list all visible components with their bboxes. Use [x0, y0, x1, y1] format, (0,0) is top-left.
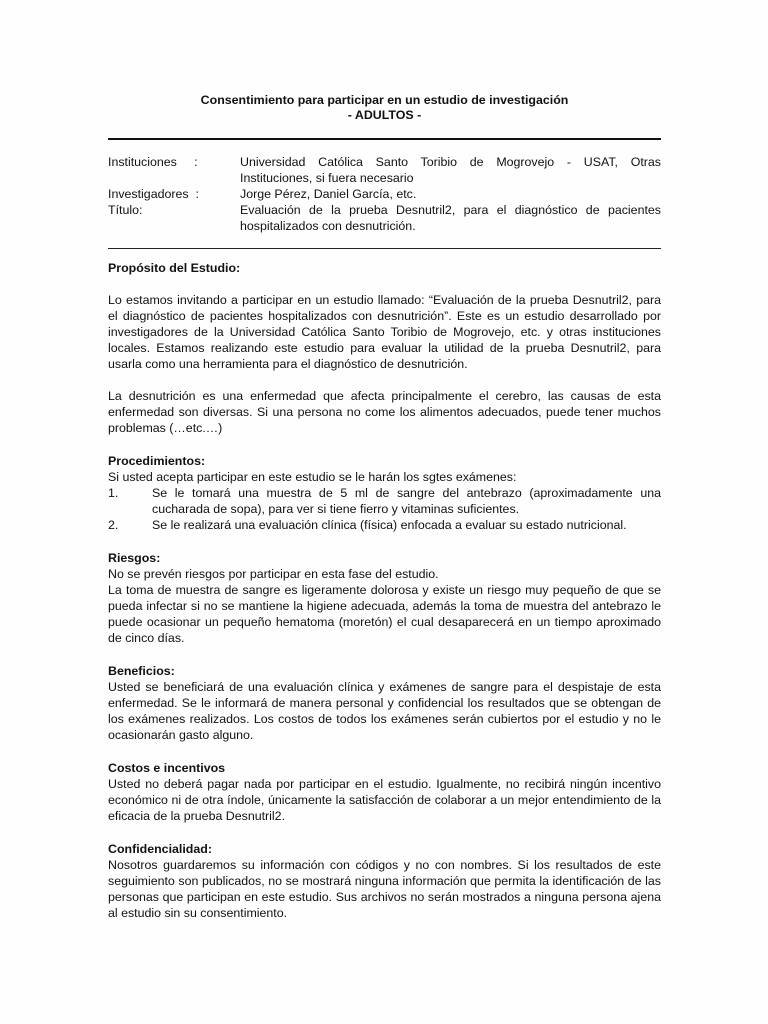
procedures-list — [108, 485, 661, 533]
document-title: Consentimiento para participar en un estudio de investigación — [200, 93, 569, 107]
meta-value: Jorge Pérez, Daniel García, etc. — [240, 187, 417, 201]
section-heading: Propósito del Estudio: — [108, 261, 241, 275]
list-text: Se le tomará una muestra de 5 ml de sangre del antebrazo (aproximadamente una cucharada de sopa), para ver si tiene fierro y vitaminas suficientes. — [152, 486, 661, 516]
paragraph: Usted se beneficiará de una evaluación clínica y exámenes de sangre para el despistaje de esta enfermedad. Se le informará de manera personal y confidencial los resultados que se obtengan de los exámenes realizados. Los costos de todos los exámenes serán cubiertos por el estudio y no le ocasionarán gasto alguno. — [108, 680, 661, 742]
meta-row-investigators — [108, 186, 661, 202]
section-heading: Costos e incentivos — [108, 761, 226, 775]
paragraph: Lo estamos invitando a participar en un estudio llamado: “Evaluación de la prueba Desnutril2, para el diagnóstico de pacientes hospitalizados con desnutrición”. Este es un estudio desarrollado por investigadores de la Universidad Católica Santo Toribio de Mogrovejo, etc. y otras instituciones locales. Estamos realizando este estudio para evaluar la utilidad de la prueba Desnutril2, para usarla como una herramienta para el diagnóstico de desnutrición. — [108, 293, 661, 371]
section-heading: Riesgos: — [108, 551, 161, 565]
paragraph: No se prevén riesgos por participar en esta fase del estudio. — [108, 567, 439, 581]
section-heading: Procedimientos: — [108, 454, 206, 468]
meta-row-institutions — [108, 154, 661, 186]
list-number: 2. — [108, 518, 119, 532]
meta-label: Investigadores : — [108, 187, 199, 201]
meta-value: Universidad Católica Santo Toribio de Mogrovejo - USAT, Otras Instituciones, si fuera necesario — [240, 155, 661, 185]
paragraph: Usted no deberá pagar nada por participar en el estudio. Igualmente, no recibirá ningún incentivo económico ni de otra índole, únicamente la satisfacción de colaborar a un mejor entendimiento de la eficacia de la prueba Desnutril2. — [108, 777, 661, 823]
list-item — [108, 485, 661, 517]
section-confidentiality — [108, 841, 661, 921]
section-heading: Confidencialidad: — [108, 842, 212, 856]
section-costs — [108, 760, 661, 824]
section-purpose — [108, 260, 661, 436]
paragraph: Si usted acepta participar en este estudio se le harán los sgtes exámenes: — [108, 470, 517, 484]
title-divider — [108, 138, 661, 140]
metadata-divider — [108, 248, 661, 249]
list-number: 1. — [108, 486, 119, 500]
meta-label: Instituciones : — [108, 155, 198, 169]
paragraph: La desnutrición es una enfermedad que afecta principalmente el cerebro, las causas de esta enfermedad son diversas. Si una persona no come los alimentos adecuados, puede tener muchos problemas (…etc.…) — [108, 389, 661, 435]
list-text: Se le realizará una evaluación clínica (física) enfocada a evaluar su estado nutricional. — [152, 518, 627, 532]
meta-row-title — [108, 202, 661, 234]
study-metadata — [108, 154, 661, 234]
document-subtitle: - ADULTOS - — [347, 108, 422, 122]
document-page — [108, 93, 661, 921]
section-risks — [108, 550, 661, 646]
paragraph: Nosotros guardaremos su información con códigos y no con nombres. Si los resultados de este seguimiento son publicados, no se mostrará ninguna información que permita la identificación de las personas que participan en este estudio. Sus archivos no serán mostrados a ninguna persona ajena al estudio sin su consentimiento. — [108, 858, 661, 920]
section-procedures — [108, 453, 661, 533]
section-heading: Beneficios: — [108, 664, 175, 678]
meta-value: Evaluación de la prueba Desnutril2, para el diagnóstico de pacientes hospitalizados con desnutrición. — [240, 203, 661, 233]
section-benefits — [108, 663, 661, 743]
list-item — [108, 517, 661, 533]
paragraph: La toma de muestra de sangre es ligeramente dolorosa y existe un riesgo muy pequeño de que se pueda infectar si no se mantiene la higiene adecuada, además la toma de muestra del antebrazo le puede ocasionar un pequeño hematoma (moretón) el cual desaparecerá en un tiempo aproximado de cinco días. — [108, 583, 661, 645]
meta-label: Título: — [108, 203, 143, 217]
